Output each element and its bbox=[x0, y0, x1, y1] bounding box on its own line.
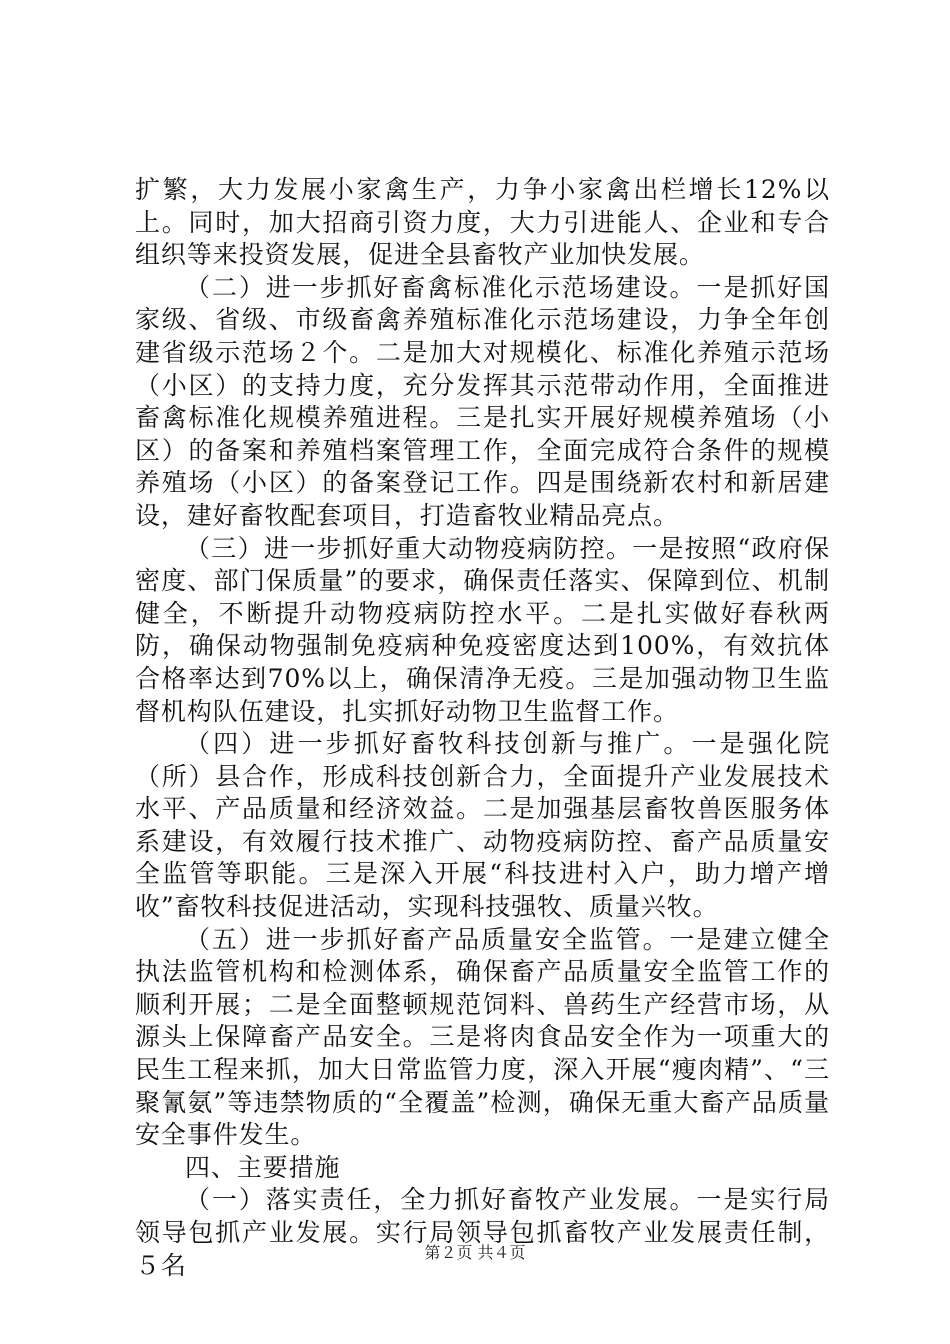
page-footer: 第２页 共４页 bbox=[424, 1243, 526, 1262]
paragraph-6: （一）落实责任，全力抓好畜牧产业发展。一是实行局领导包抓产业发展。实行局领导包抓畜牧产业发展责任制，５名 bbox=[135, 1185, 830, 1280]
paragraph-4: （四）进一步抓好畜牧科技创新与推广。一是强化院（所）县合作，形成科技创新合力，全面提升产业发展技术水平、产品质量和经济效益。二是加强基层畜牧兽医服务体系建设，有效履行技术推广、动物疫病防控、畜产品质量安全监管等职能。三是深入开展“科技进村入户，助力增产增收”畜牧科技促进活动，实现科技强牧、质量兴牧。 bbox=[135, 729, 830, 922]
paragraph-1: 扩繁，大力发展小家禽生产，力争小家禽出栏增长12%以上。同时，加大招商引资力度，大力引进能人、企业和专合组织等来投资发展，促进全县畜牧产业加快发展。 bbox=[135, 175, 830, 270]
paragraph-3: （三）进一步抓好重大动物疫病防控。一是按照“政府保密度、部门保质量”的要求，确保责任落实、保障到位、机制健全，不断提升动物疫病防控水平。二是扎实做好春秋两防，确保动物强制免疫病种免疫密度达到100%，有效抗体合格率达到70%以上，确保清净无疫。三是加强动物卫生监督机构队伍建设，扎实抓好动物卫生监督工作。 bbox=[135, 533, 830, 726]
paragraph-2: （二）进一步抓好畜禽标准化示范场建设。一是抓好国家级、省级、市级畜禽养殖标准化示范场建设，力争全年创建省级示范场２个。二是加大对规模化、标准化养殖示范场（小区）的支持力度，充分发挥其示范带动作用，全面推进畜禽标准化规模养殖进程。三是扎实开展好规模养殖场（小区）的备案和养殖档案管理工作，全面完成符合条件的规模养殖场（小区）的备案登记工作。四是围绕新农村和新居建设，建好畜牧配套项目，打造畜牧业精品亮点。 bbox=[135, 272, 830, 530]
document-body bbox=[135, 174, 830, 1282]
paragraph-5: （五）进一步抓好畜产品质量安全监管。一是建立健全执法监管机构和检测体系，确保畜产品质量安全监管工作的顺利开展；二是全面整顿规范饲料、兽药生产经营市场，从源头上保障畜产品安全。三是将肉食品安全作为一项重大的民生工程来抓，加大日常监管力度，深入开展“瘦肉精”、“三聚氰氨”等违禁物质的“全覆盖”检测，确保无重大畜产品质量安全事件发生。 bbox=[135, 924, 830, 1150]
section-heading: 四、主要措施 bbox=[185, 1152, 341, 1182]
